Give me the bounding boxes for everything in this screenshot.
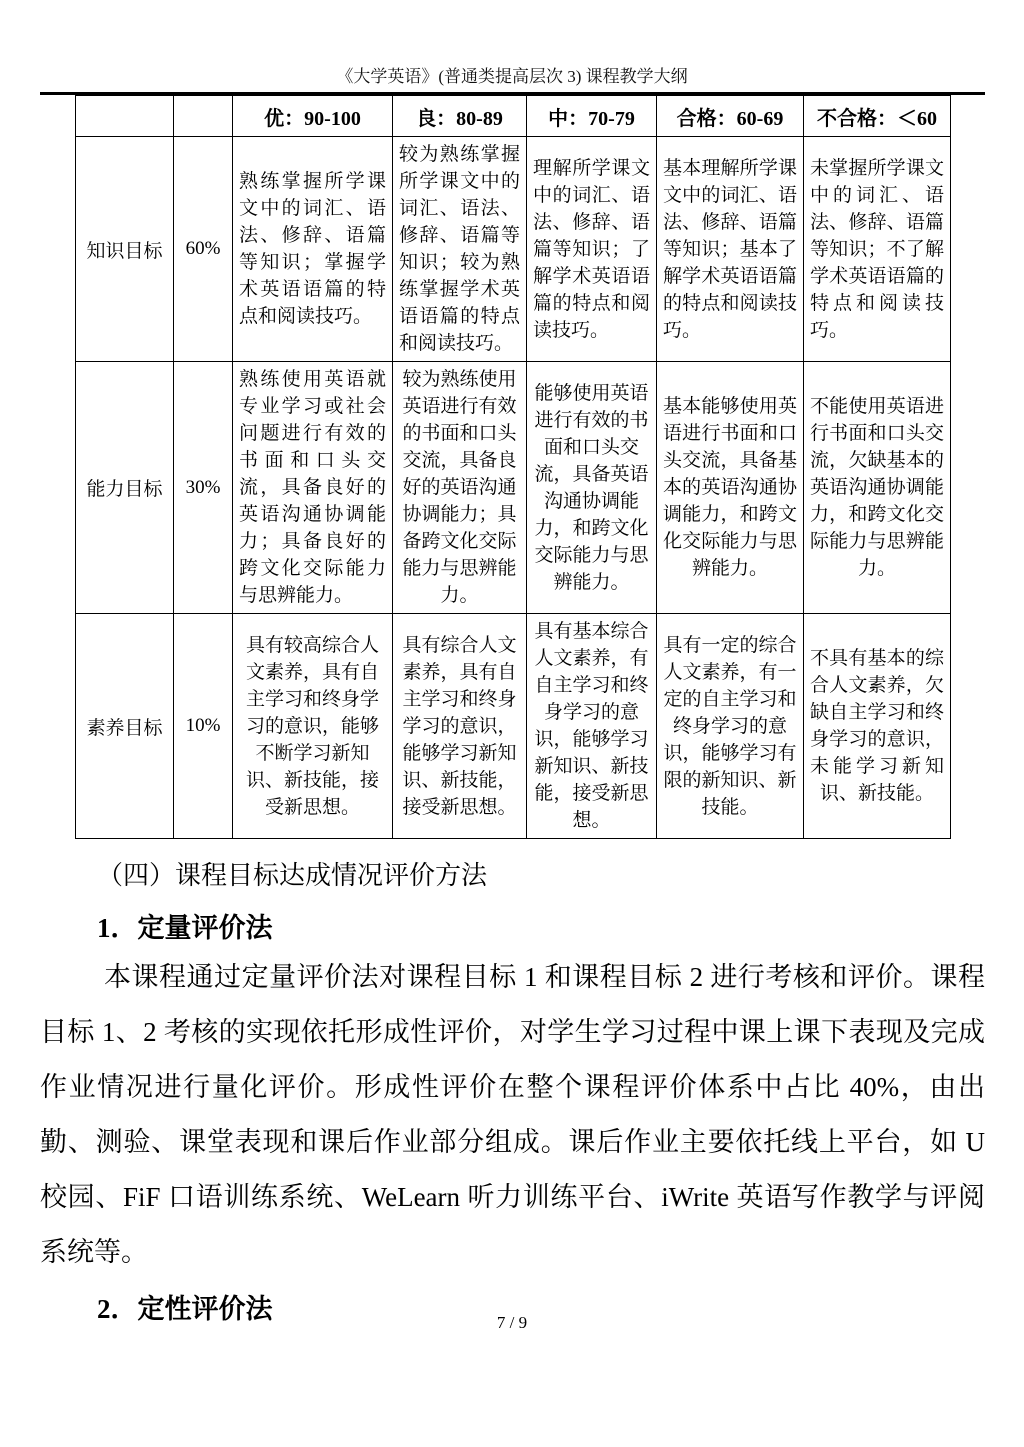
objective-label: 能力目标 xyxy=(76,362,174,614)
grade-header-row xyxy=(76,96,951,137)
grade-desc-cell: 具有较高综合人文素养，具有自主学习和终身学习的意识，能够不断学习新知识、新技能，接受新思想。 xyxy=(233,614,393,839)
page-header-title: 《大学英语》(普通类提高层次 3) 课程教学大纲 xyxy=(336,67,688,86)
objective-label: 知识目标 xyxy=(76,137,174,362)
page-number: 7 / 9 xyxy=(496,1313,528,1332)
grade-header-pass: 合格：60-69 xyxy=(657,96,804,137)
objective-weight: 60% xyxy=(174,137,233,362)
objective-weight: 10% xyxy=(174,614,233,839)
table-row-ability xyxy=(76,362,951,614)
grade-desc-cell: 具有基本综合人文素养，有自主学习和终身学习的意识，能够学习新知识、新技能，接受新思想。 xyxy=(527,614,657,839)
grade-desc-cell: 理解所学课文中的词汇、语法、修辞、语篇等知识；了解学术英语语篇的特点和阅读技巧。 xyxy=(527,137,657,362)
grade-criteria-table xyxy=(75,95,951,839)
grade-desc-cell: 未掌握所学课文中的词汇、语法、修辞、语篇等知识；不了解学术英语语篇的特点和阅读技巧。 xyxy=(804,137,951,362)
grade-desc-cell: 不能使用英语进行书面和口头交流，欠缺基本的英语沟通协调能力，和跨文化交际能力与思辨能力。 xyxy=(804,362,951,614)
grade-header-good: 良：80-89 xyxy=(393,96,527,137)
grade-desc-cell: 不具有基本的综合人文素养，欠缺自主学习和终身学习的意识，未能学习新知识、新技能。 xyxy=(804,614,951,839)
grade-header-fail: 不合格：＜60 xyxy=(804,96,951,137)
table-row-literacy xyxy=(76,614,951,839)
grade-desc-cell: 熟练使用英语就专业学习或社会问题进行有效的书面和口头交流，具备良好的英语沟通协调能力；具备良好的跨文化交际能力与思辨能力。 xyxy=(233,362,393,614)
grade-desc-cell: 较为熟练使用英语进行有效的书面和口头交流，具备良好的英语沟通协调能力；具备跨文化交际能力与思辨能力。 xyxy=(393,362,527,614)
empty-corner-cell xyxy=(174,96,233,137)
grade-desc-cell: 熟练掌握所学课文中的词汇、语法、修辞、语篇等知识；掌握学术英语语篇的特点和阅读技巧。 xyxy=(233,137,393,362)
grade-desc-cell: 能够使用英语进行有效的书面和口头交流，具备英语沟通协调能力，和跨文化交际能力与思辨能力。 xyxy=(527,362,657,614)
empty-corner-cell xyxy=(76,96,174,137)
table-row-knowledge xyxy=(76,137,951,362)
page-footer xyxy=(0,1313,1024,1333)
subsection-heading-quantitative: 1．定量评价法 xyxy=(97,913,273,943)
section-heading-four: （四）课程目标达成情况评价方法 xyxy=(97,861,488,890)
body-paragraph-quantitative: 本课程通过定量评价法对课程目标 1 和课程目标 2 进行考核和评价。课程目标 1、2 考核的实现依托形成性评价，对学生学习过程中课上课下表现及完成作业情况进行量化评价。形成性评价在整个课程评价体系中占比 40%，由出勤、测验、课堂表现和课后作业部分组成。课后作业主要依托线上平台，如 U 校园、FiF 口语训练系统、WeLearn 听力训练平台、iWrite 英语写作教学与评阅系统等。 xyxy=(40,962,985,1267)
grade-desc-cell: 基本理解所学课文中的词汇、语法、修辞、语篇等知识；基本了解学术英语语篇的特点和阅读技巧。 xyxy=(657,137,804,362)
subsection-heading-qualitative: 2．定性评价法 xyxy=(97,1294,273,1324)
grade-desc-cell: 具有综合人文素养，具有自主学习和终身学习的意识，能够学习新知识、新技能，接受新思想。 xyxy=(393,614,527,839)
grade-desc-cell: 基本能够使用英语进行书面和口头交流，具备基本的英语沟通协调能力，和跨文化交际能力与思辨能力。 xyxy=(657,362,804,614)
grade-header-excellent: 优：90-100 xyxy=(233,96,393,137)
grade-header-medium: 中：70-79 xyxy=(527,96,657,137)
objective-label: 素养目标 xyxy=(76,614,174,839)
grade-desc-cell: 具有一定的综合人文素养，有一定的自主学习和终身学习的意识，能够学习有限的新知识、新技能。 xyxy=(657,614,804,839)
grade-desc-cell: 较为熟练掌握所学课文中的词汇、语法、修辞、语篇等知识；较为熟练掌握学术英语语篇的特点和阅读技巧。 xyxy=(393,137,527,362)
objective-weight: 30% xyxy=(174,362,233,614)
